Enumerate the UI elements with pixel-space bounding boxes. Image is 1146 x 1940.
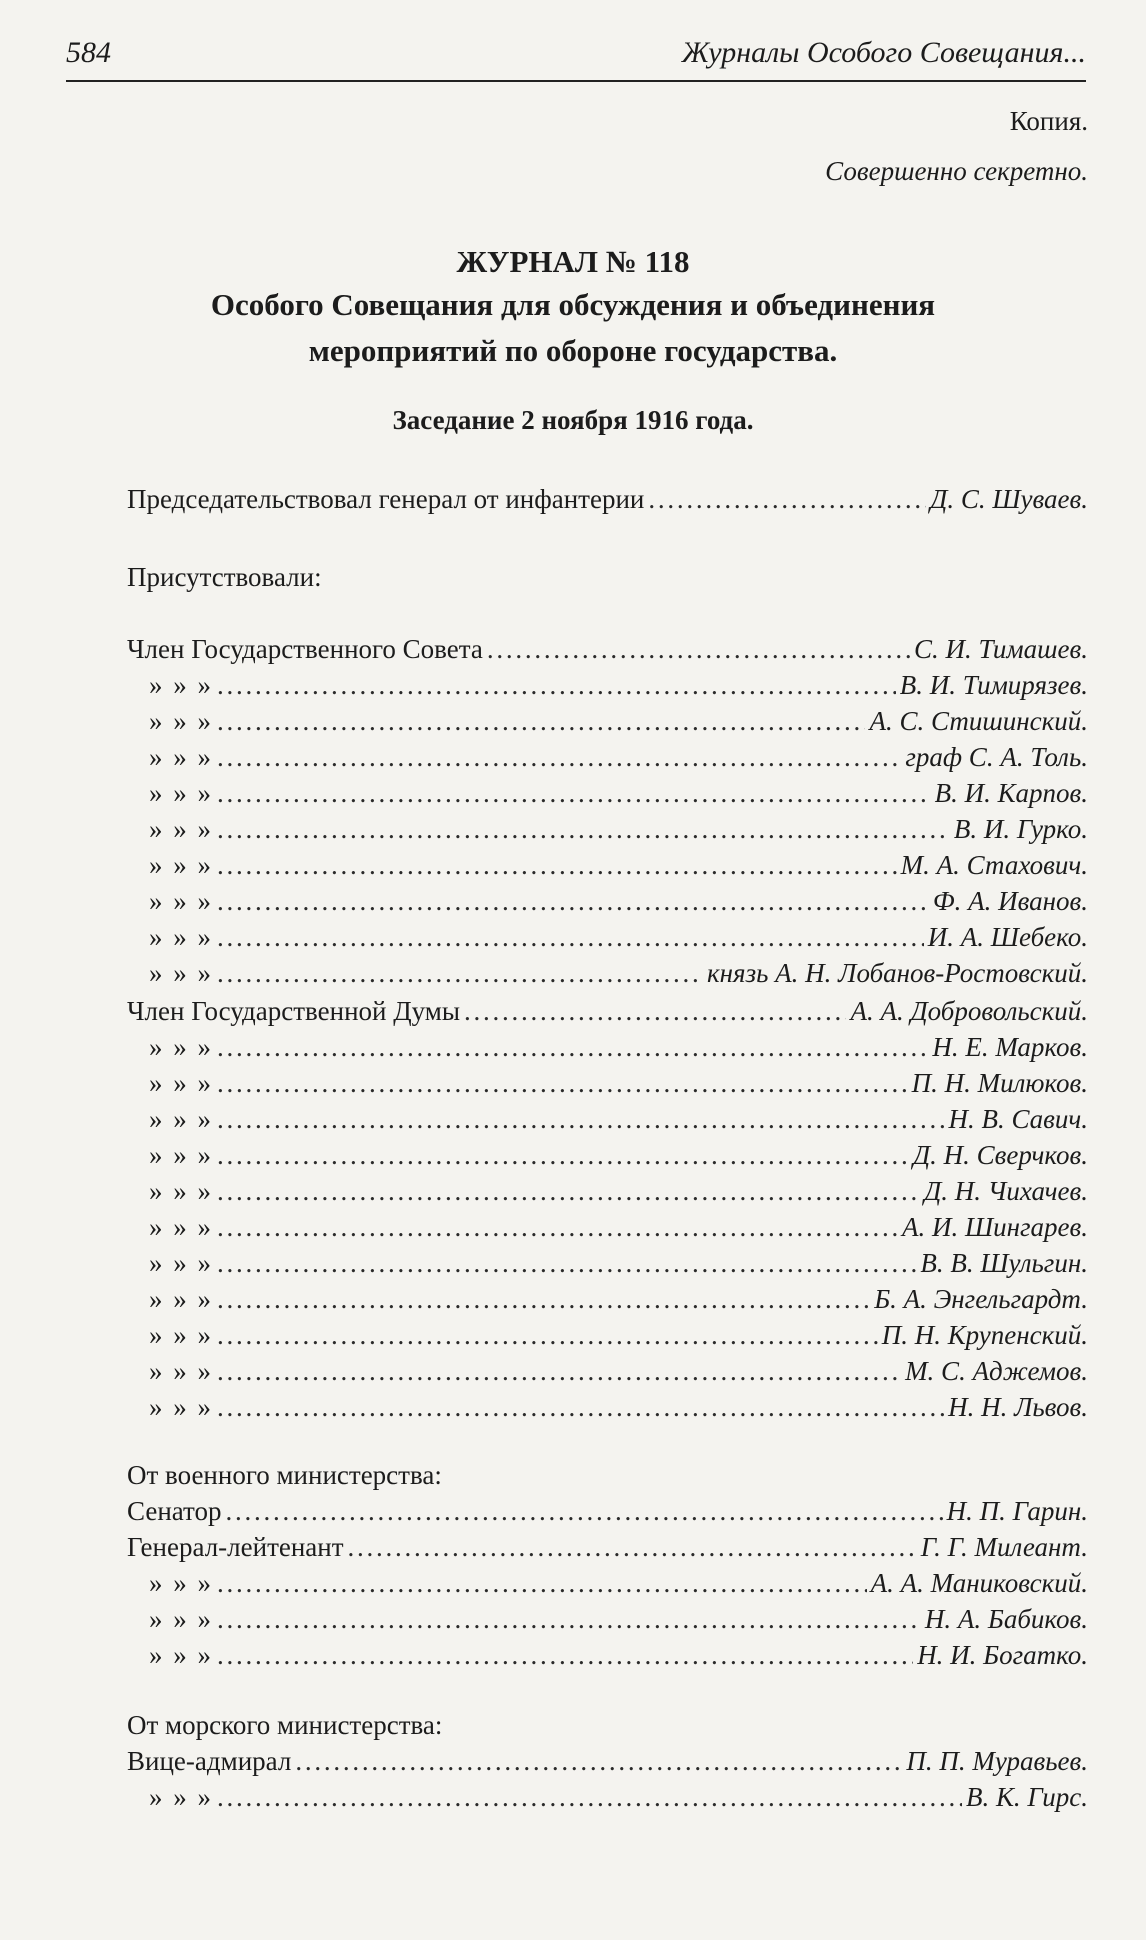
duma-member-row [127,1032,1088,1066]
leader-dots [217,1320,878,1351]
running-title: Журналы Особого Совещания... [681,36,1086,69]
member-name: А. А. Добровольский. [850,996,1088,1026]
member-name: И. А. Шебеко. [927,922,1088,952]
leader-dots [348,1532,917,1563]
leader-dots [217,1248,916,1279]
ditto-mark: » » » [149,706,213,736]
ditto-mark: » » » [149,1212,213,1242]
ditto-mark: » » » [149,1604,213,1634]
naval-ministry-row [127,1782,1088,1816]
journal-title-line-2: мероприятий по обороне государства. [308,333,838,368]
leader-dots [217,1568,867,1599]
secret-stamp: Совершенно секретно. [825,156,1088,186]
leader-dots [648,484,926,515]
ditto-mark: » » » [149,1392,213,1422]
ditto-mark: » » » [149,1782,213,1812]
council-member-row [127,670,1088,704]
duma-member-row [127,1356,1088,1390]
ditto-mark: » » » [149,1104,213,1134]
leader-dots [217,706,865,737]
duma-member-row [127,1068,1088,1102]
member-name: граф С. А. Толь. [905,742,1088,772]
leader-dots [217,1392,944,1423]
ditto-mark: » » » [149,886,213,916]
member-name: Д. Н. Сверчков. [913,1140,1088,1170]
member-name: Н. Е. Марков. [932,1032,1088,1062]
member-name: В. В. Шульгин. [920,1248,1088,1278]
duma-member-row [127,1140,1088,1174]
member-name: П. Н. Милюков. [911,1068,1088,1098]
member-name: Н. А. Бабиков. [924,1604,1088,1634]
leader-dots [217,922,924,953]
ditto-mark: » » » [149,742,213,772]
ditto-mark: » » » [149,958,213,988]
role-label: Сенатор [127,1496,222,1526]
duma-member-row [127,1392,1088,1426]
member-name: В. И. Гурко. [953,814,1088,844]
leader-dots [217,850,897,881]
member-name: Н. И. Богатко. [917,1640,1088,1670]
ditto-mark: » » » [149,814,213,844]
present-label: Присутствовали: [127,562,322,592]
member-name: Д. Н. Чихачев. [924,1176,1088,1206]
council-member-row [127,958,1088,992]
ditto-mark: » » » [149,1032,213,1062]
leader-dots [217,1284,870,1315]
leader-dots [217,670,896,701]
leader-dots [487,634,910,665]
ditto-mark: » » » [149,1284,213,1314]
war-ministry-row [127,1640,1088,1674]
council-member-row [127,922,1088,956]
role-label: Вице-адмирал [127,1746,292,1776]
member-name: В. И. Карпов. [934,778,1088,808]
member-name: Г. Г. Милеант. [920,1532,1088,1562]
member-name: А. С. Стишинский. [869,706,1088,736]
member-name: А. А. Маниковский. [870,1568,1088,1598]
role-label: Генерал-лейтенант [127,1532,344,1562]
copy-stamp: Копия. [1009,106,1088,136]
ditto-mark: » » » [149,1320,213,1350]
leader-dots [226,1496,943,1527]
duma-member-row [127,996,1088,1030]
ditto-mark: » » » [149,670,213,700]
journal-number: ЖУРНАЛ № 118 [456,244,690,279]
duma-member-row [127,1176,1088,1210]
leader-dots [217,1140,909,1171]
leader-dots [217,1782,962,1813]
leader-dots [217,1068,908,1099]
leader-dots [217,1032,928,1063]
session-date: Заседание 2 ноября 1916 года. [392,405,754,435]
member-name: П. П. Муравьев. [906,1746,1088,1776]
member-name: князь А. Н. Лобанов-Ростовский. [707,958,1088,988]
member-name: М. А. Стахович. [900,850,1088,880]
member-name: В. И. Тимирязев. [899,670,1088,700]
leader-dots [295,1746,902,1777]
leader-dots [217,958,703,989]
member-name: В. К. Гирс. [965,1782,1088,1812]
war-ministry-label: От военного министерства: [127,1460,442,1490]
council-member-row [127,742,1088,776]
duma-label: Член Государственной Думы [127,996,461,1026]
member-name: Б. А. Энгельгардт. [874,1284,1088,1314]
chair-label: Председательствовал генерал от инфантерии [127,484,645,514]
naval-ministry-label: От морского министерства: [127,1710,443,1740]
ditto-mark: » » » [149,1248,213,1278]
ditto-mark: » » » [149,850,213,880]
duma-member-row [127,1320,1088,1354]
page-number: 584 [66,36,111,69]
ditto-mark: » » » [149,1356,213,1386]
leader-dots [217,886,929,917]
leader-dots [217,814,950,845]
leader-dots [464,996,846,1027]
leader-dots [217,1640,913,1671]
ditto-mark: » » » [149,922,213,952]
ditto-mark: » » » [149,1068,213,1098]
leader-dots [217,1212,898,1243]
ditto-mark: » » » [149,778,213,808]
leader-dots [217,778,931,809]
member-name: Н. Н. Львов. [948,1392,1088,1422]
ditto-mark: » » » [149,1640,213,1670]
page-header [66,30,1086,82]
member-name: П. Н. Крупенский. [881,1320,1088,1350]
leader-dots [217,1176,920,1207]
leader-dots [217,1104,944,1135]
war-ministry-row [127,1568,1088,1602]
journal-title-line-1: Особого Совещания для обсуждения и объединения [210,287,936,322]
duma-member-row [127,1104,1088,1138]
council-member-row [127,886,1088,920]
council-member-row [127,706,1088,740]
war-ministry-row [127,1604,1088,1638]
leader-dots [217,742,901,773]
war-ministry-row [127,1496,1088,1530]
chair-line [127,484,1088,518]
member-name: М. С. Аджемов. [905,1356,1088,1386]
council-member-row [127,634,1088,668]
ditto-mark: » » » [149,1568,213,1598]
naval-ministry-row [127,1746,1088,1780]
council-label: Член Государственного Совета [127,634,483,664]
leader-dots [217,1604,921,1635]
member-name: Н. П. Гарин. [946,1496,1088,1526]
leader-dots [217,1356,901,1387]
member-name: С. И. Тимашев. [914,634,1088,664]
member-name: Н. В. Савич. [948,1104,1088,1134]
duma-member-row [127,1284,1088,1318]
member-name: Ф. А. Иванов. [932,886,1088,916]
duma-member-row [127,1212,1088,1246]
duma-member-row [127,1248,1088,1282]
council-member-row [127,814,1088,848]
council-member-row [127,850,1088,884]
council-member-row [127,778,1088,812]
war-ministry-row [127,1532,1088,1566]
ditto-mark: » » » [149,1140,213,1170]
member-name: А. И. Шингарев. [901,1212,1088,1242]
chair-name: Д. С. Шуваев. [930,484,1088,514]
ditto-mark: » » » [149,1176,213,1206]
